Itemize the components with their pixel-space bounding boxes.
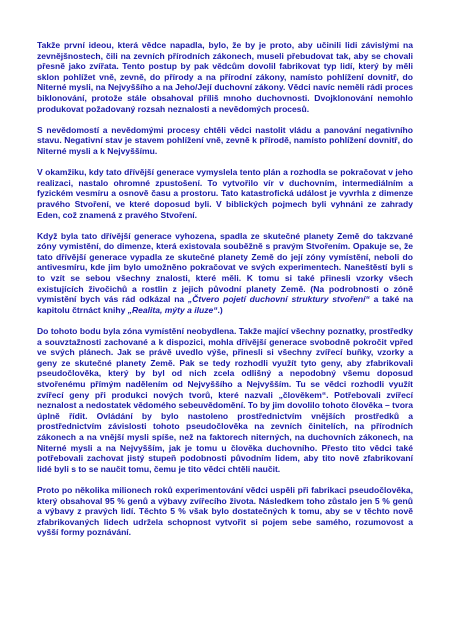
paragraph-text: S nevědomostí a nevědomými procesy chtěli vědci nastolit vládu a panování negativního stavu. Negativní stav je stavem pohlížení vně, zevně k přírodě, namísto pohlížení dovnitř, do Niterné mysli a k Nejvyššímu. [37, 124, 413, 156]
paragraph-text: a také na kapitolu čtrnáct knihy [37, 294, 413, 315]
document-page [37, 40, 413, 538]
book-title-citation: „Čtvero pojetí duchovní struktury stvoření“ [187, 294, 370, 305]
paragraph-2 [37, 125, 413, 157]
paragraph-text: Když byla tato dřívější generace vyhozena, spadla ze skutečné planety Země do takzvané zóny vymistění, do dimenze, která existovala souběžně s pravým Stvořením. Opakuje se, že tato dřívější generace vypadla ze skutečné planety Země do její zóny vymístění, neboli do antivesmíru, kde jim bylo umožněno pokračovat ve svých experimentech. Naneštěstí byli s to vzít se sebou všechny znalosti, které měli. K tomu si také přinesli vzorky všech existujících živočichů a rostlin z jejich původní planety Země. (Na podrobnosti o zóně vymistění bych vás rád odkázal na [37, 230, 413, 305]
paragraph-6 [37, 485, 413, 538]
paragraph-text: V okamžiku, kdy tato dřívější generace vymyslela tento plán a rozhodla se pokračovat v jeho realizaci, nastalo ohromné zpustošení. To vytvořilo vír v duchovním, intermediálním a fyzickém vesmíru a osnově času a prostoru. Tato katastrofická událost je vyvrhla z dimenze pravého Stvoření, ve které doposud byli. V biblických pojmech byli vyhnáni ze zahrady Eden, což znamená z pravého Stvoření. [37, 167, 413, 220]
paragraph-5 [37, 326, 413, 474]
paragraph-4 [37, 231, 413, 316]
paragraph-text: Do tohoto bodu byla zóna vymístění neobydlena. Takže mající všechny poznatky, prostředky a souvztažnosti zachované a k dispozici, mohla dřívější generace svobodně pokročit vpřed ve svých plánech. Jak se právě uvedlo výše, přinesli si všechny zvířecí buňky, vzorky a geny ze skutečné planety Země. Pak se tedy rozhodli využít tyto geny, aby zfabrikovali pseudočlověka, který by byl od nich zcela odlišný a nepodobný všemu doposud stvořenému přímým nadělením od Nejvyššího a Nejvyšším. Tu se vědci rozhodli využít zvířecí geny při produkci nových tvorů, které nazvali „člověkem“. Potřebovali zvířecí neznalost a nedostatek vědomého sebeuvědomění. To by jim dovolilo tohoto člověka – tvora úplně řídit. Ovládání by bylo nastoleno prostřednictvím vnějších prostředků a prostřednictvím závislosti tohoto pseudočlověka na zevních činitelích, na přírodních zákonech a na vnější mysli spíše, než na faktorech niterných, na duchovních zákonech, na Niterné mysli a na Nejvyšším, jak je tomu u člověka duchovního. Přesto tito vědci také potřebovali zachovat jistý stupeň podobnosti původním lidem, aby tito nově zfabrikovaní lidé byli s to se naučit tomu, čemu je tito vědci chtěli naučit. [37, 326, 413, 474]
paragraph-1 [37, 40, 413, 114]
paragraph-text: Takže první ideou, která vědce napadla, bylo, že by je proto, aby učinili lidi závislými na zevnějšnostech, čili na zevních přírodních zákonech, museli přebudovat tak, aby se chovali přesně jako zvířata. Tento postup by pak vědcům dovolil fabrikovat typ lidí, který by měli sklon pohlížet vně, zevně, do přírody a na přírodní zákony, namísto pohlížení dovnitř, do Niterné mysli, na Nejvyššího a na Jeho/Její duchovní zákony. Vědci navíc neměli rádi proces biklonování, protože stále obsahoval příliš mnoho duchovnosti. Dvojklonování nemohlo produkovat požadovaný rozsah neznalosti a nevědomých procesů. [37, 40, 413, 114]
paragraph-text: Proto po několika milionech roků experimentování vědci uspěli při fabrikaci pseudočlověka, který obsahoval 95 % genů a výbavy zvířecího života. Následkem toho zůstalo jen 5 % genů a výbavy z pravých lidí. Těchto 5 % však bylo dostatečných k tomu, aby se v těchto nově zfabrikovaných lidech udržela schopnost vytvořit si pojem sebe samého, rozumovost a vyšší formy poznávání. [37, 484, 413, 538]
paragraph-text: .) [217, 304, 223, 315]
book-title-citation: „Realita, mýty a iluze“ [127, 304, 218, 315]
paragraph-3 [37, 167, 413, 220]
